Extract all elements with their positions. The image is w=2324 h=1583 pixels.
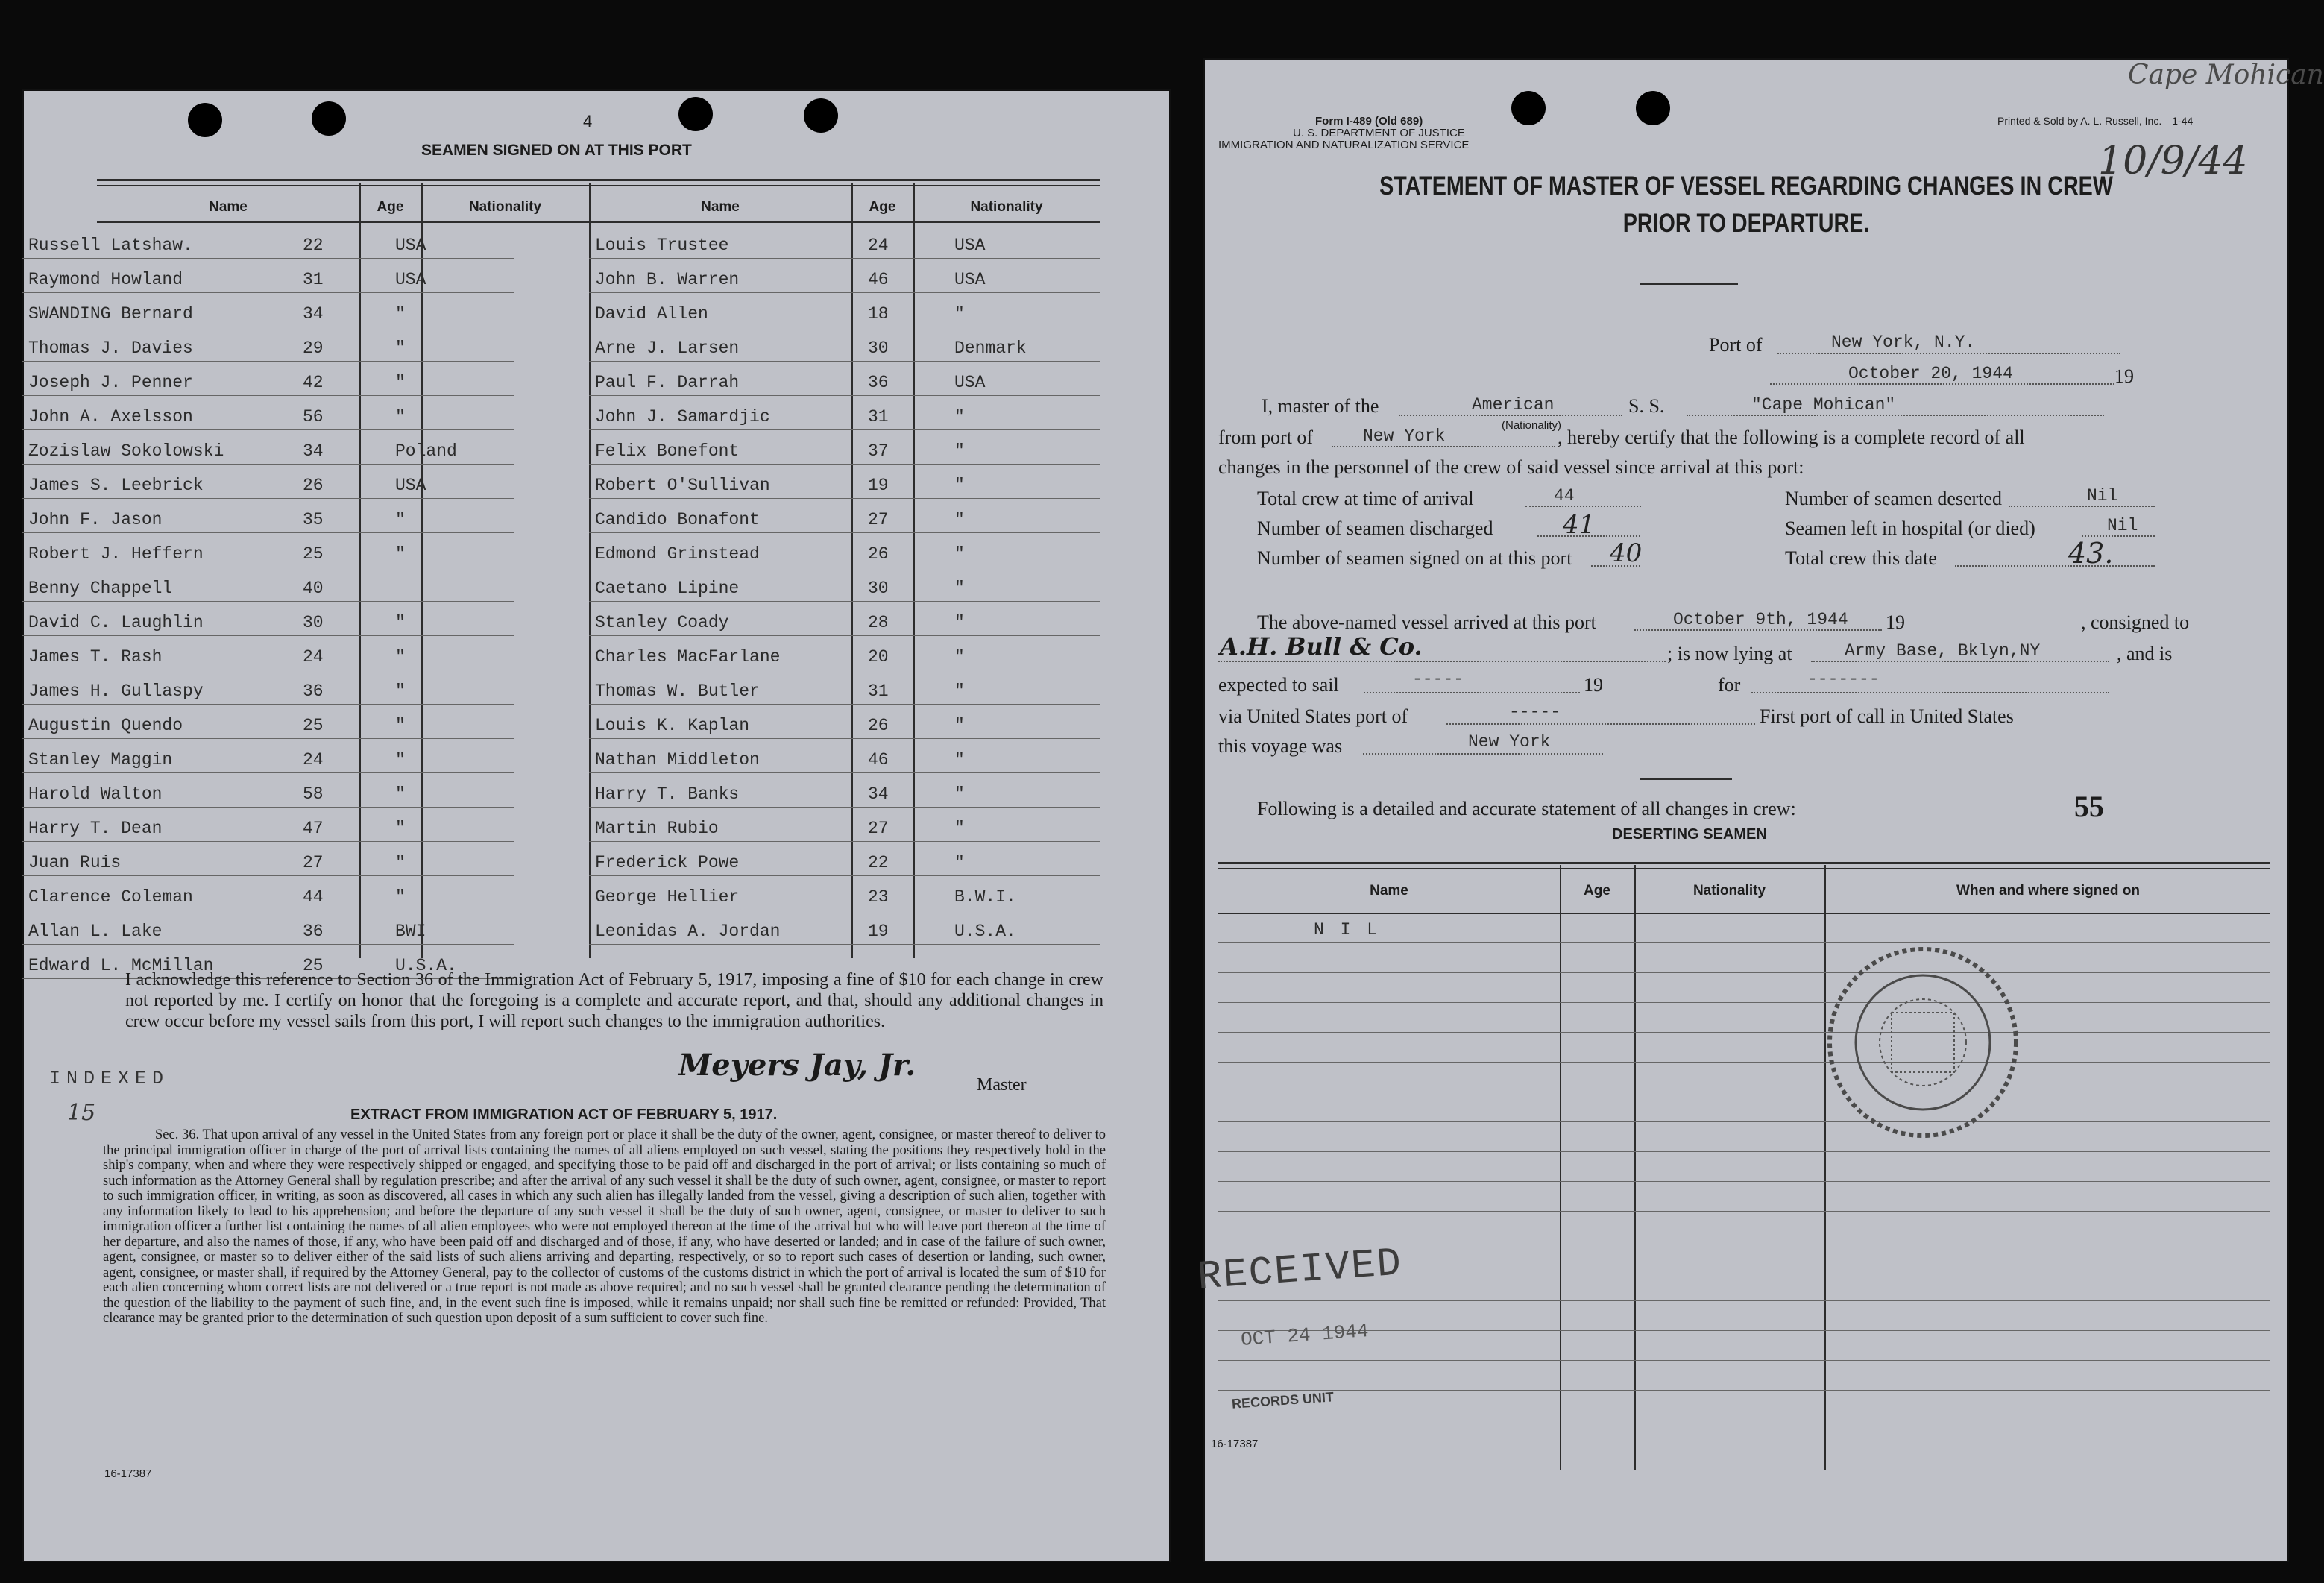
crew-age: 47 bbox=[303, 819, 324, 838]
crew-name: Arne J. Larsen bbox=[595, 339, 740, 358]
crew-nationality: " bbox=[954, 716, 965, 735]
row-rule bbox=[22, 841, 514, 842]
crew-age: 20 bbox=[868, 647, 889, 667]
crew-name: Nathan Middleton bbox=[595, 750, 760, 770]
via-value: ----- bbox=[1509, 702, 1561, 722]
col-divider bbox=[421, 183, 423, 958]
col-divider bbox=[851, 183, 853, 958]
crew-age: 22 bbox=[868, 853, 889, 872]
crew-name: Stanley Coady bbox=[595, 613, 729, 632]
vessel-nationality: American bbox=[1472, 395, 1555, 415]
crew-age: 35 bbox=[303, 510, 324, 529]
hospital-label: Seamen left in hospital (or died) bbox=[1785, 517, 2035, 539]
certify-text: , hereby certify that the following is a complete record of all bbox=[1558, 427, 2025, 448]
row-rule bbox=[22, 772, 514, 773]
crew-name: James H. Gullaspy bbox=[28, 682, 204, 701]
deserted-line bbox=[2009, 506, 2155, 507]
deserted-value: Nil bbox=[2087, 486, 2118, 506]
total-crew-date-value: 43. bbox=[2068, 537, 2114, 570]
signed-on-value: 40 bbox=[1610, 538, 1643, 568]
punch-hole bbox=[804, 98, 838, 133]
desert-col-divider bbox=[1560, 865, 1561, 1470]
punch-hole bbox=[312, 101, 346, 136]
crew-name: Frederick Powe bbox=[595, 853, 740, 872]
crew-name: Edmond Grinstead bbox=[595, 544, 760, 564]
crew-age: 24 bbox=[868, 236, 889, 255]
crew-nationality: " bbox=[395, 784, 406, 804]
row-rule bbox=[589, 944, 1100, 945]
year-prefix: 19 bbox=[1886, 611, 1905, 633]
total-crew-arrival-label: Total crew at time of arrival bbox=[1257, 488, 1474, 509]
section-rule bbox=[1640, 778, 1732, 780]
desert-row-rule bbox=[1218, 1032, 2270, 1033]
col-header-age: Age bbox=[377, 199, 404, 215]
crew-name: Harry T. Dean bbox=[28, 819, 163, 838]
page-number: 4 bbox=[583, 112, 593, 130]
printer-credit: Printed & Sold by A. L. Russell, Inc.—1-44 bbox=[1997, 115, 2194, 127]
received-date-stamp: OCT 24 1944 bbox=[1240, 1320, 1370, 1351]
crew-nationality: USA bbox=[954, 236, 986, 255]
expected-label: expected to sail bbox=[1218, 674, 1339, 696]
statement-subtitle: PRIOR TO DEPARTURE. bbox=[1622, 209, 1870, 238]
form-code: 16-17387 bbox=[104, 1467, 152, 1480]
crew-age: 31 bbox=[303, 270, 324, 289]
crew-name: John F. Jason bbox=[28, 510, 163, 529]
row-rule bbox=[22, 498, 514, 499]
from-port-label: from port of bbox=[1218, 427, 1314, 448]
crew-age: 34 bbox=[303, 304, 324, 324]
date-value: October 20, 1944 bbox=[1848, 364, 2013, 383]
crew-name: Juan Ruis bbox=[28, 853, 122, 872]
crew-name: Charles MacFarlane bbox=[595, 647, 781, 667]
crew-nationality: " bbox=[395, 647, 406, 667]
crew-nationality: " bbox=[954, 819, 965, 838]
expected-value: ----- bbox=[1412, 670, 1464, 689]
via-label: via United States port of bbox=[1218, 705, 1408, 727]
consignee: A.H. Bull & Co. bbox=[1220, 632, 1423, 661]
crew-age: 26 bbox=[303, 476, 324, 495]
row-rule bbox=[589, 292, 1100, 293]
crew-nationality: " bbox=[395, 339, 406, 358]
crew-nationality: " bbox=[395, 853, 406, 872]
indexed-stamp: INDEXED bbox=[49, 1068, 170, 1089]
crew-nationality: BWI bbox=[395, 922, 426, 941]
desert-col-name: Name bbox=[1370, 883, 1408, 898]
row-rule bbox=[589, 258, 1100, 259]
arrived-value: October 9th, 1944 bbox=[1673, 610, 1848, 629]
for-label: for bbox=[1718, 674, 1741, 696]
crew-nationality: " bbox=[954, 750, 965, 770]
date-handwritten-note: 10/9/44 bbox=[2098, 139, 2248, 183]
row-rule bbox=[589, 601, 1100, 602]
desert-col-nationality: Nationality bbox=[1692, 883, 1766, 898]
row-rule bbox=[589, 807, 1100, 808]
crew-name: George Hellier bbox=[595, 887, 740, 907]
master-of-label: I, master of the bbox=[1262, 395, 1379, 417]
crew-nationality: " bbox=[395, 544, 406, 564]
crew-age: 27 bbox=[868, 510, 889, 529]
crew-nationality: USA bbox=[954, 373, 986, 392]
crew-nationality: USA bbox=[395, 476, 426, 495]
crew-age: 46 bbox=[868, 270, 889, 289]
desert-entry: N I L bbox=[1314, 920, 1381, 940]
desert-row-rule bbox=[1218, 1002, 2270, 1003]
row-rule bbox=[22, 258, 514, 259]
hospital-value: Nil bbox=[2107, 516, 2138, 535]
crew-age: 26 bbox=[868, 716, 889, 735]
crew-nationality: " bbox=[395, 613, 406, 632]
crew-nationality: " bbox=[395, 750, 406, 770]
row-rule bbox=[22, 429, 514, 430]
desert-row-rule bbox=[1218, 1211, 2270, 1212]
crew-age: 18 bbox=[868, 304, 889, 324]
deserted-label: Number of seamen deserted bbox=[1785, 488, 2002, 509]
desert-col-signed-on: When and where signed on bbox=[1956, 883, 2140, 898]
nationality-caption: (Nationality) bbox=[1502, 419, 1562, 432]
extract-text: Sec. 36. That upon arrival of any vessel in the United States from any foreign port or place it shall be the duty of the owner, agent, consignee, or master thereof to deliver to the principal immigration officer in charge of the port of arrival lists containing the names of all aliens employed on such vessel, stating the positions they respectively hold in the ship's company, when and where they were respectively shipped or engaged, and specifying those to be paid off and discharged in the port of arrival; or lists containing so much of such information as the Attorney General shall by regulation prescribe; and after the arrival of any such vessel it shall be the duty of such owner, agent, consignee, or master to report to such immigration officer, in writing, as soon as discovered, all cases in which any such alien has illegally landed from the vessel, giving a description of such alien, together with any information likely to lead to his apprehension; and before the departure of any such vessel it shall be the duty of such owner, agent, consignee, or master to deliver to such immigration officer a further list containing the names of all alien employees who were not employed thereon at the time of the arrival but who will leave port thereon at the time of her departure, and also the names of those, if any, who have been paid off and discharged and of those, if any, who have deserted or landed; and in case of the failure of such owner, agent, consignee, or master so to deliver either of the said lists of such aliens arriving and departing, respectively, or so to report such cases of desertion or landing, such owner, agent, consignee, or master shall, if required by the Attorney General, pay to the collector of customs of the customs district in which the port of arrival is located the sum of $10 for each alien concerning whom correct lists are not delivered or a true report is not made as above required; and no such vessel shall be granted clearance pending the determination of the question of the liability to the payment of such fine, and, in the event such fine is imposed, while it remains unpaid; nor shall such fine be remitted or refunded: Provided, That clearance may be granted prior to the determination of such question upon deposit of a sum sufficient to cover such fine. bbox=[103, 1127, 1106, 1326]
crew-name: David Allen bbox=[595, 304, 708, 324]
crew-name: Benny Chappell bbox=[28, 579, 173, 598]
row-rule bbox=[22, 361, 514, 362]
crew-age: 23 bbox=[868, 887, 889, 907]
crew-name: Caetano Lipine bbox=[595, 579, 740, 598]
crew-age: 25 bbox=[303, 544, 324, 564]
extract-title: EXTRACT FROM IMMIGRATION ACT OF FEBRUARY 5, 1917. bbox=[350, 1107, 778, 1123]
crew-nationality: " bbox=[954, 613, 965, 632]
crew-nationality: " bbox=[395, 304, 406, 324]
crew-age: 27 bbox=[868, 819, 889, 838]
voyage-line bbox=[1363, 753, 1603, 755]
crew-age: 27 bbox=[303, 853, 324, 872]
crew-name: Harry T. Banks bbox=[595, 784, 740, 804]
crew-nationality: " bbox=[395, 407, 406, 427]
desert-row-rule bbox=[1218, 1062, 2270, 1063]
total-crew-arrival-line bbox=[1525, 506, 1641, 507]
page-number: 55 bbox=[2074, 790, 2104, 823]
col-header-nationality: Nationality bbox=[970, 199, 1043, 215]
col-divider bbox=[589, 183, 591, 958]
row-rule bbox=[22, 944, 514, 945]
row-rule bbox=[589, 635, 1100, 636]
via-line bbox=[1446, 723, 1755, 725]
crew-name: Louis K. Kaplan bbox=[595, 716, 750, 735]
crew-name: Leonidas A. Jordan bbox=[595, 922, 781, 941]
consignee-line bbox=[1218, 661, 1666, 662]
year-prefix: 19 bbox=[1584, 674, 1603, 696]
crew-age: 25 bbox=[303, 956, 324, 975]
crew-nationality: " bbox=[954, 407, 965, 427]
crew-age: 58 bbox=[303, 784, 324, 804]
crew-age: 40 bbox=[303, 579, 324, 598]
seal-stamp-icon bbox=[1811, 931, 2035, 1154]
crew-nationality: USA bbox=[395, 236, 426, 255]
discharged-value: 41 bbox=[1563, 510, 1596, 540]
punch-hole bbox=[1636, 91, 1670, 125]
lying-label: ; is now lying at bbox=[1667, 643, 1792, 664]
row-rule bbox=[589, 772, 1100, 773]
consigned-label: , consigned to bbox=[2081, 611, 2190, 633]
row-rule bbox=[589, 875, 1100, 876]
crew-name: John B. Warren bbox=[595, 270, 740, 289]
right-page bbox=[1196, 58, 2324, 1562]
row-rule bbox=[22, 532, 514, 533]
desert-row-rule bbox=[1218, 1360, 2270, 1361]
crew-name: Robert O'Sullivan bbox=[595, 476, 770, 495]
crew-nationality: " bbox=[954, 579, 965, 598]
row-rule bbox=[589, 704, 1100, 705]
desert-row-rule bbox=[1218, 972, 2270, 973]
row-rule bbox=[589, 395, 1100, 396]
master-title: Master bbox=[977, 1075, 1027, 1095]
crew-name: David C. Laughlin bbox=[28, 613, 204, 632]
crew-name: Allan L. Lake bbox=[28, 922, 163, 941]
desert-row-rule bbox=[1218, 1121, 2270, 1122]
crew-name: Raymond Howland bbox=[28, 270, 183, 289]
voyage-value: New York bbox=[1468, 732, 1551, 752]
row-rule bbox=[22, 807, 514, 808]
crew-nationality: " bbox=[954, 441, 965, 461]
crew-nationality: B.W.I. bbox=[954, 887, 1016, 907]
punch-hole bbox=[188, 103, 222, 137]
table-top-rule bbox=[97, 179, 1100, 181]
crew-name: James S. Leebrick bbox=[28, 476, 204, 495]
date-line bbox=[1770, 383, 2114, 385]
punch-hole bbox=[678, 97, 713, 131]
crew-age: 46 bbox=[868, 750, 889, 770]
crew-nationality: USA bbox=[954, 270, 986, 289]
vessel-name: "Cape Mohican" bbox=[1751, 395, 1896, 415]
crew-name: Thomas J. Davies bbox=[28, 339, 193, 358]
col-header-name: Name bbox=[209, 199, 248, 215]
port-label: Port of bbox=[1709, 334, 1763, 356]
desert-col-divider bbox=[1634, 865, 1636, 1470]
left-page bbox=[22, 89, 1171, 1562]
crew-nationality: " bbox=[954, 647, 965, 667]
crew-age: 42 bbox=[303, 373, 324, 392]
crew-age: 31 bbox=[868, 407, 889, 427]
crew-age: 24 bbox=[303, 647, 324, 667]
form-code: 16-17387 bbox=[1211, 1438, 1259, 1450]
crew-name: Zozislaw Sokolowski bbox=[28, 441, 224, 461]
port-line bbox=[1777, 353, 2120, 354]
col-header-name: Name bbox=[701, 199, 740, 215]
crew-name: James T. Rash bbox=[28, 647, 163, 667]
crew-name: John J. Samardjic bbox=[595, 407, 770, 427]
crew-age: 29 bbox=[303, 339, 324, 358]
total-crew-arrival-value: 44 bbox=[1554, 486, 1575, 506]
crew-name: Edward L. McMillan bbox=[28, 956, 214, 975]
crew-name: Russell Latshaw. bbox=[28, 236, 193, 255]
arrived-label: The above-named vessel arrived at this port bbox=[1257, 611, 1596, 633]
row-rule bbox=[22, 292, 514, 293]
desert-row-rule bbox=[1218, 1330, 2270, 1331]
crew-name: Joseph J. Penner bbox=[28, 373, 193, 392]
crew-name: Harold Walton bbox=[28, 784, 163, 804]
crew-nationality: " bbox=[954, 682, 965, 701]
crew-age: 44 bbox=[303, 887, 324, 907]
crew-nationality: " bbox=[954, 510, 965, 529]
changes-text: changes in the personnel of the crew of said vessel since arrival at this port: bbox=[1218, 456, 1804, 478]
vessel-handwritten-note: Cape Mohican bbox=[2128, 60, 2324, 90]
row-rule bbox=[589, 361, 1100, 362]
crew-nationality: " bbox=[954, 476, 965, 495]
desert-table-header-rule bbox=[1218, 913, 2270, 914]
master-signature: Meyers Jay, Jr. bbox=[678, 1048, 916, 1083]
crew-nationality: " bbox=[954, 853, 965, 872]
crew-name: Clarence Coleman bbox=[28, 887, 193, 907]
total-crew-date-label: Total crew this date bbox=[1785, 547, 1937, 569]
desert-table-top bbox=[1218, 868, 2270, 869]
crew-age: 22 bbox=[303, 236, 324, 255]
row-rule bbox=[589, 429, 1100, 430]
total-crew-date-line bbox=[1955, 565, 2155, 567]
crew-age: 36 bbox=[303, 922, 324, 941]
for-line bbox=[1751, 692, 2109, 693]
desert-row-rule bbox=[1218, 1151, 2270, 1152]
from-port-line bbox=[1332, 446, 1555, 447]
crew-age: 36 bbox=[868, 373, 889, 392]
lying-line bbox=[1811, 661, 2109, 662]
crew-age: 30 bbox=[868, 339, 889, 358]
desert-row-rule bbox=[1218, 1181, 2270, 1182]
voyage-label: this voyage was bbox=[1218, 735, 1343, 757]
statement-title: STATEMENT OF MASTER OF VESSEL REGARDING CHANGES IN CREW bbox=[1379, 171, 2113, 201]
crew-name: Augustin Quendo bbox=[28, 716, 183, 735]
desert-table-top bbox=[1218, 862, 2270, 864]
crew-name: Louis Trustee bbox=[595, 236, 729, 255]
row-rule bbox=[589, 498, 1100, 499]
discharged-label: Number of seamen discharged bbox=[1257, 517, 1493, 539]
crew-nationality: " bbox=[954, 304, 965, 324]
crew-age: 31 bbox=[868, 682, 889, 701]
desert-row-rule bbox=[1218, 1300, 2270, 1301]
crew-nationality: " bbox=[395, 682, 406, 701]
crew-nationality: U.S.A. bbox=[954, 922, 1016, 941]
row-rule bbox=[22, 704, 514, 705]
crew-name: SWANDING Bernard bbox=[28, 304, 193, 324]
row-rule bbox=[22, 395, 514, 396]
crew-age: 34 bbox=[303, 441, 324, 461]
port-value: New York, N.Y. bbox=[1831, 333, 1976, 352]
for-value: ------- bbox=[1807, 670, 1880, 689]
table-header-rule bbox=[97, 221, 1100, 223]
row-rule bbox=[22, 601, 514, 602]
crew-nationality: " bbox=[395, 373, 406, 392]
row-rule bbox=[22, 738, 514, 739]
crew-nationality: " bbox=[395, 716, 406, 735]
lying-value: Army Base, Bklyn,NY bbox=[1845, 641, 2041, 661]
crew-name: Paul F. Darrah bbox=[595, 373, 740, 392]
crew-nationality: " bbox=[954, 784, 965, 804]
col-divider bbox=[359, 183, 361, 958]
crew-name: Martin Rubio bbox=[595, 819, 719, 838]
first-port-label: First port of call in United States bbox=[1760, 705, 2014, 727]
following-text: Following is a detailed and accurate statement of all changes in crew: bbox=[1257, 798, 1796, 819]
year-prefix: 19 bbox=[2114, 365, 2134, 387]
received-stamp: RECEIVED bbox=[1196, 1241, 1405, 1301]
crew-age: 28 bbox=[868, 613, 889, 632]
row-rule bbox=[589, 841, 1100, 842]
and-is-text: , and is bbox=[2117, 643, 2173, 664]
crew-name: Candido Bonafont bbox=[595, 510, 760, 529]
records-unit-stamp: RECORDS UNIT bbox=[1231, 1389, 1335, 1412]
crew-age: 30 bbox=[303, 613, 324, 632]
service: IMMIGRATION AND NATURALIZATION SERVICE bbox=[1218, 139, 1470, 151]
crew-nationality: " bbox=[395, 887, 406, 907]
row-rule bbox=[589, 532, 1100, 533]
row-rule bbox=[22, 635, 514, 636]
col-header-nationality: Nationality bbox=[468, 199, 542, 215]
desert-col-age: Age bbox=[1584, 883, 1610, 898]
col-header-age: Age bbox=[869, 199, 896, 215]
col-divider bbox=[913, 183, 915, 958]
title-rule bbox=[1640, 283, 1738, 285]
row-rule bbox=[22, 875, 514, 876]
crew-nationality: USA bbox=[395, 270, 426, 289]
crew-nationality: " bbox=[395, 510, 406, 529]
crew-age: 30 bbox=[868, 579, 889, 598]
arrived-line bbox=[1634, 629, 1882, 631]
desert-row-rule bbox=[1218, 1390, 2270, 1391]
expected-line bbox=[1364, 692, 1580, 693]
crew-nationality: " bbox=[954, 544, 965, 564]
crew-name: Felix Bonefont bbox=[595, 441, 740, 461]
crew-age: 19 bbox=[868, 476, 889, 495]
row-rule bbox=[22, 464, 514, 465]
crew-name: Stanley Maggin bbox=[28, 750, 173, 770]
crew-nationality: U.S.A. bbox=[395, 956, 457, 975]
table-top-rule bbox=[97, 185, 1100, 186]
crew-age: 36 bbox=[303, 682, 324, 701]
crew-nationality: Denmark bbox=[954, 339, 1027, 358]
crew-age: 25 bbox=[303, 716, 324, 735]
vessel-line bbox=[1687, 415, 2104, 416]
crew-age: 26 bbox=[868, 544, 889, 564]
crew-age: 24 bbox=[303, 750, 324, 770]
from-port-value: New York bbox=[1363, 427, 1446, 446]
crew-name: Robert J. Heffern bbox=[28, 544, 204, 564]
acknowledgement-text: I acknowledge this reference to Section 36 of the Immigration Act of February 5, 1917, imposing a fine of $10 for each change in crew not reported by me. I certify on honor that the foregoing is a complete and accurate report, and that, should any additional changes in crew occur before my vessel sails from this port, I will report such changes to the immigration authorities. bbox=[125, 970, 1103, 1031]
signed-on-label: Number of seamen signed on at this port bbox=[1257, 547, 1572, 569]
deserting-seamen-heading: DESERTING SEAMEN bbox=[1612, 826, 1767, 843]
row-rule bbox=[589, 738, 1100, 739]
crew-age: 56 bbox=[303, 407, 324, 427]
margin-note: 15 bbox=[67, 1100, 96, 1126]
crew-nationality: " bbox=[395, 819, 406, 838]
row-rule bbox=[589, 464, 1100, 465]
crew-name: Thomas W. Butler bbox=[595, 682, 760, 701]
crew-age: 34 bbox=[868, 784, 889, 804]
crew-age: 19 bbox=[868, 922, 889, 941]
desert-row-rule bbox=[1218, 942, 2270, 943]
crew-age: 37 bbox=[868, 441, 889, 461]
form-number: Form I-489 (Old 689) bbox=[1315, 115, 1423, 128]
seamen-signed-heading: SEAMEN SIGNED ON AT THIS PORT bbox=[421, 142, 692, 159]
department: U. S. DEPARTMENT OF JUSTICE bbox=[1293, 127, 1465, 139]
crew-name: John A. Axelsson bbox=[28, 407, 193, 427]
crew-nationality: Poland bbox=[395, 441, 457, 461]
ss-label: S. S. bbox=[1628, 395, 1665, 417]
nationality-line bbox=[1399, 415, 1622, 416]
punch-hole bbox=[1511, 91, 1546, 125]
